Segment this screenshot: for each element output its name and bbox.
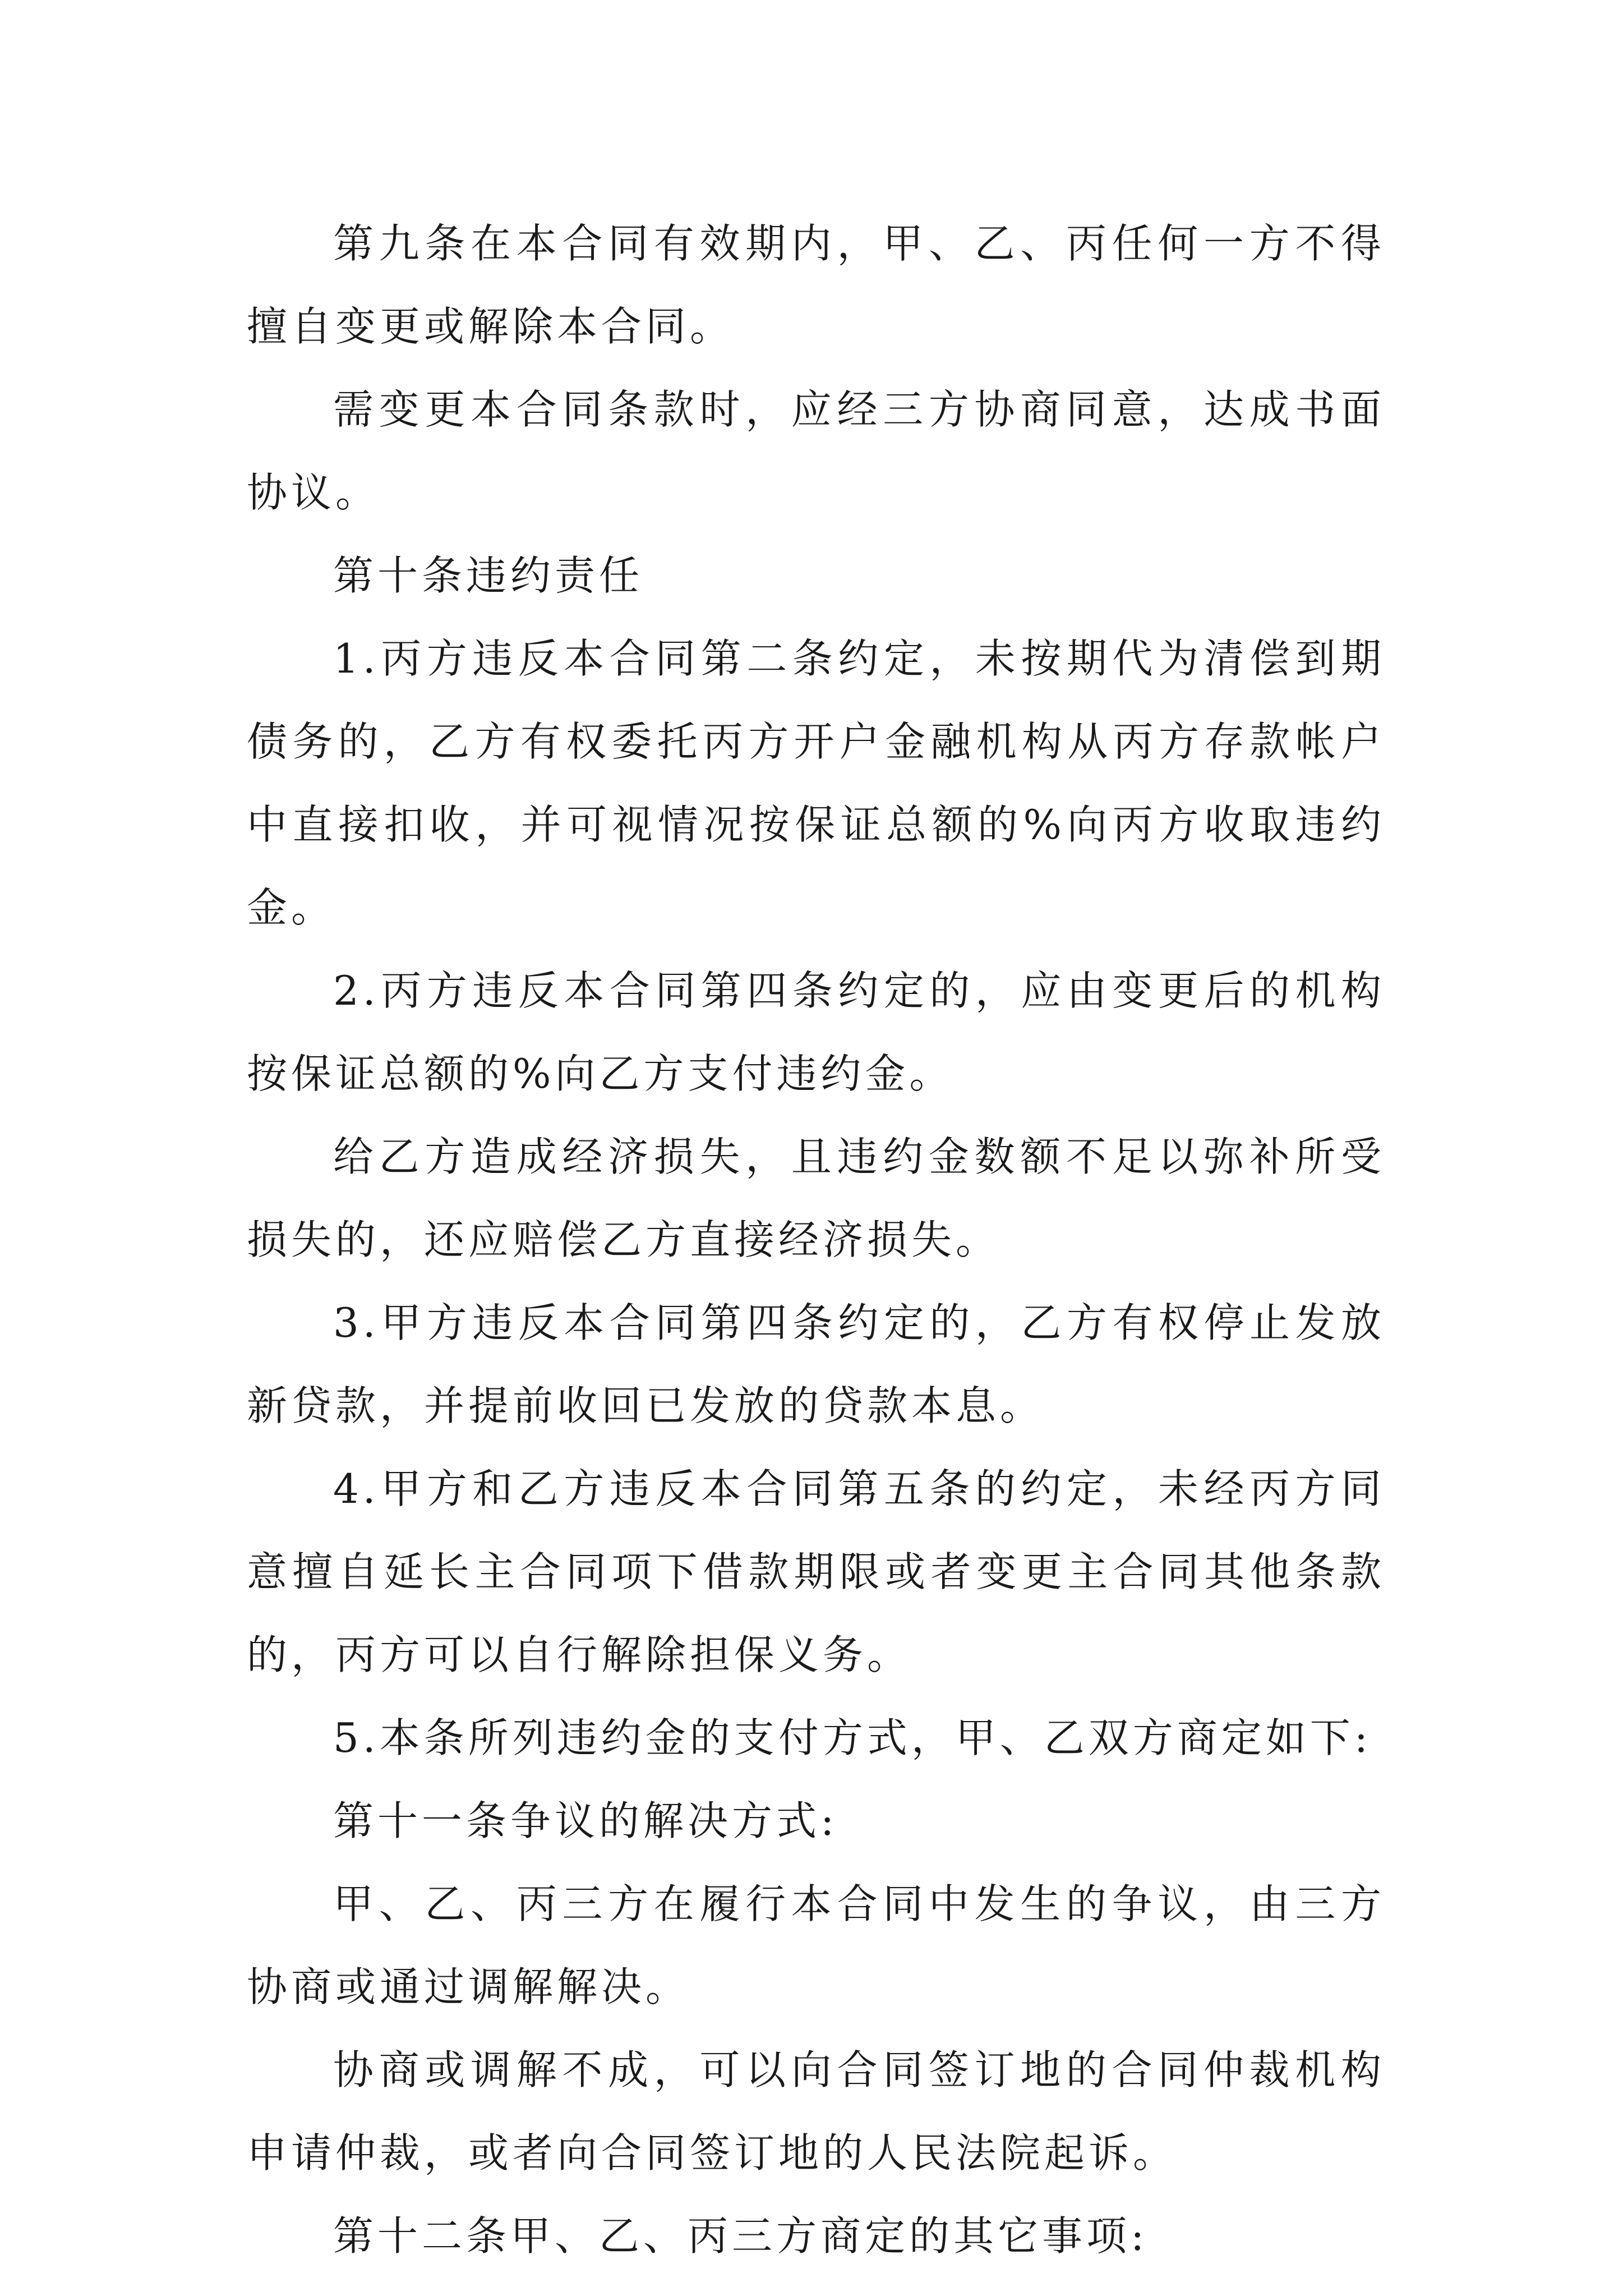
paragraph-article-9: 第九条在本合同有效期内，甲、乙、丙任何一方不得擅自变更或解除本合同。 bbox=[247, 220, 1385, 350]
document-body bbox=[247, 202, 1385, 2277]
paragraph-dispute-negotiation: 甲、乙、丙三方在履行本合同中发生的争议，由三方协商或通过调解解决。 bbox=[247, 1880, 1385, 2010]
paragraph-clause-4: 4.甲方和乙方违反本合同第五条的约定，未经丙方同意擅自延长主合同项下借款期限或者变更主合同其他条款的，丙方可以自行解除担保义务。 bbox=[247, 1465, 1385, 1678]
paragraph-compensation: 给乙方造成经济损失，且违约金数额不足以弥补所受损失的，还应赔偿乙方直接经济损失。 bbox=[247, 1133, 1385, 1263]
paragraph-article-12-heading: 第十二条甲、乙、丙三方商定的其它事项: bbox=[333, 2212, 1149, 2260]
paragraph-article-11-heading: 第十一条争议的解决方式: bbox=[333, 1797, 838, 1844]
paragraph-amendment: 需变更本合同条款时，应经三方协商同意，达成书面协议。 bbox=[247, 386, 1385, 516]
paragraph-clause-2: 2.丙方违反本合同第四条约定的，应由变更后的机构按保证总额的%向乙方支付违约金。 bbox=[247, 967, 1385, 1097]
paragraph-clause-1: 1.丙方违反本合同第二条约定，未按期代为清偿到期债务的，乙方有权委托丙方开户金融机构从丙方存款帐户中直接扣收，并可视情况按保证总额的%向丙方收取违约金。 bbox=[247, 635, 1385, 931]
paragraph-clause-5: 5.本条所列违约金的支付方式，甲、乙双方商定如下: bbox=[333, 1714, 1372, 1761]
paragraph-clause-3: 3.甲方违反本合同第四条约定的，乙方有权停止发放新贷款，并提前收回已发放的贷款本息。 bbox=[247, 1299, 1385, 1429]
paragraph-arbitration: 协商或调解不成，可以向合同签订地的合同仲裁机构申请仲裁，或者向合同签订地的人民法院起诉。 bbox=[247, 2046, 1385, 2177]
paragraph-article-10-heading: 第十条违约责任 bbox=[333, 552, 644, 599]
